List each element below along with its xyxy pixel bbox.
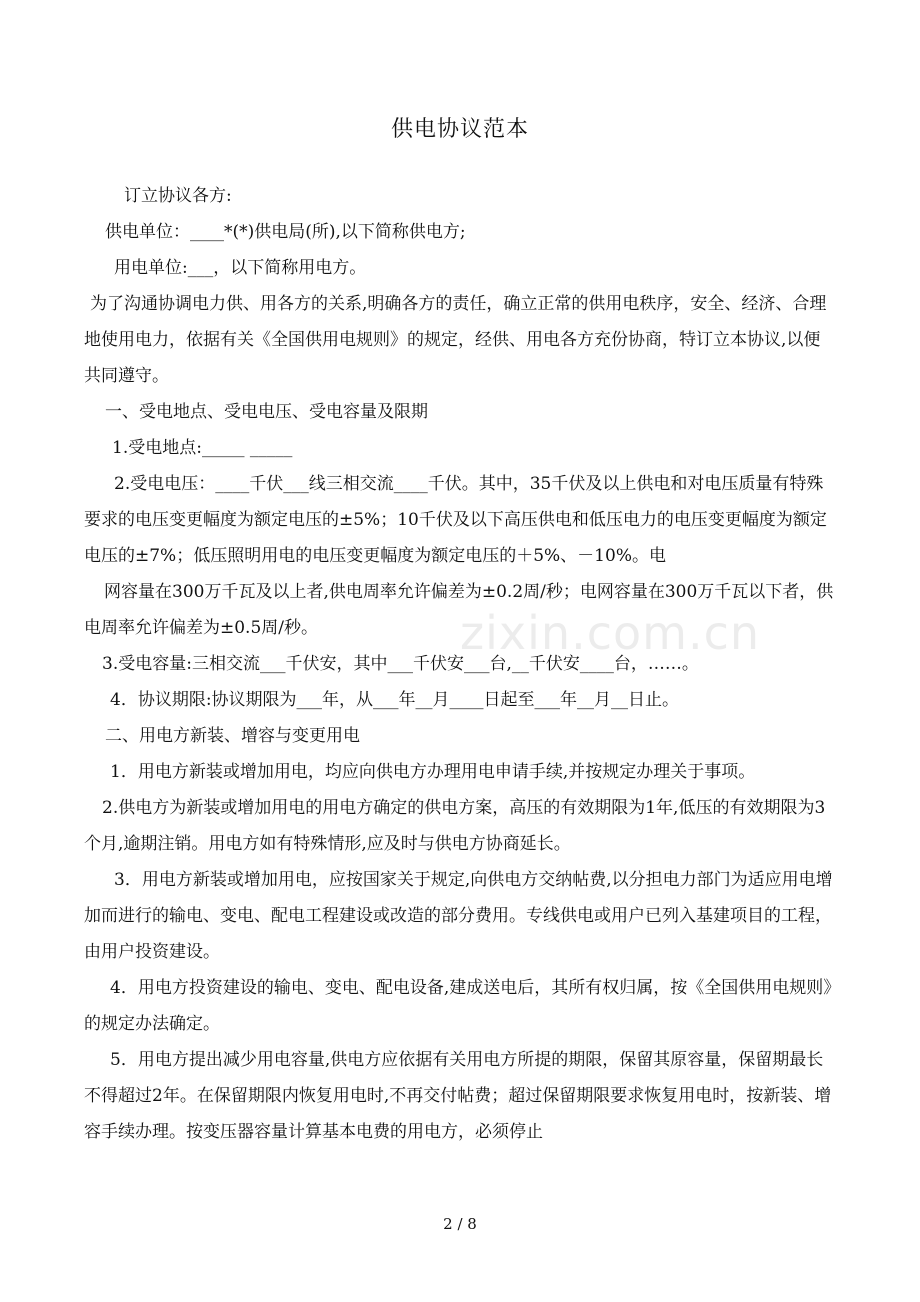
section-heading-2: 二、用电方新装、增容与变更用电 (105, 726, 360, 746)
clause-2-1: 1．用电方新装或增加用电，均应向供电方办理用电申请手续,并按规定办理关于事项。 (110, 762, 756, 782)
clause-2-3: 3．用电方新装或增加用电，应按国家关于规定,向供电方交纳帖费,以分担电力部门为适应用电增加而进行的输电、变电、配电工程建设或改造的部分费用。专线供电或用户已列入基建项目的工程，由用户投资建设。 (84, 870, 833, 962)
clause-2-2: 2.供电方为新装或增加用电的用电方确定的供电方案，高压的有效期限为1年,低压的有效期限为3个月,逾期注销。用电方如有特殊情形,应及时与供电方协商延长。 (84, 798, 826, 854)
clause-1-3: 3.受电容量:三相交流___千伏安，其中___千伏安___台,__千伏安____台，……。 (102, 654, 699, 674)
paragraph-supplier: 供电单位：____*(*)供电局(所),以下简称供电方; (105, 222, 466, 242)
clause-1-1: 1.受电地点:_____ _____ (112, 438, 293, 458)
page-number: 2 / 8 (443, 1215, 477, 1233)
watermark: zixin.com.cn (460, 606, 761, 660)
clause-1-2: 2.受电电压：____千伏___线三相交流____千伏。其中，35千伏及以上供电和对电压质量有特殊要求的电压变更幅度为额定电压的±5%；10千伏及以下高压供电和低压电力的电压变更幅度为额定电压的±7%；低压照明用电的电压变更幅度为额定电压的＋5%、－10%。电 (84, 474, 827, 566)
clause-2-5: 5．用电方提出减少用电容量,供电方应依据有关用电方所提的期限，保留其原容量，保留期最长不得超过2年。在保留期限内恢复用电时,不再交付帖费；超过保留期限要求恢复用电时，按新装、增容手续办理。按变压器容量计算基本电费的用电方，必须停止 (84, 1050, 832, 1142)
paragraph-consumer: 用电单位:___，以下简称用电方。 (114, 258, 367, 278)
paragraph-parties: 订立协议各方: (124, 186, 232, 206)
clause-1-2-continued: 网容量在300万千瓦及以上者,供电周率允许偏差为±0.2周/秒；电网容量在300万千瓦以下者，供电周率允许偏差为±0.5周/秒。 (84, 582, 834, 638)
document-title: 供电协议范本 (390, 117, 529, 142)
paragraph-preamble: 为了沟通协调电力供、用各方的关系,明确各方的责任，确立正常的供用电秩序，安全、经济、合理地使用电力，依据有关《全国供用电规则》的规定，经供、用电各方充份协商，特订立本协议,以便共同遵守。 (84, 294, 827, 386)
clause-1-4: 4．协议期限:协议期限为___年，从___年__月____日起至___年__月__日止。 (110, 690, 680, 710)
clause-2-4: 4．用电方投资建设的输电、变电、配电设备,建成送电后，其所有权归属，按《全国供用电规则》的规定办法确定。 (84, 978, 832, 1034)
section-heading-1: 一、受电地点、受电电压、受电容量及限期 (105, 402, 428, 422)
document-body (84, 178, 836, 1150)
